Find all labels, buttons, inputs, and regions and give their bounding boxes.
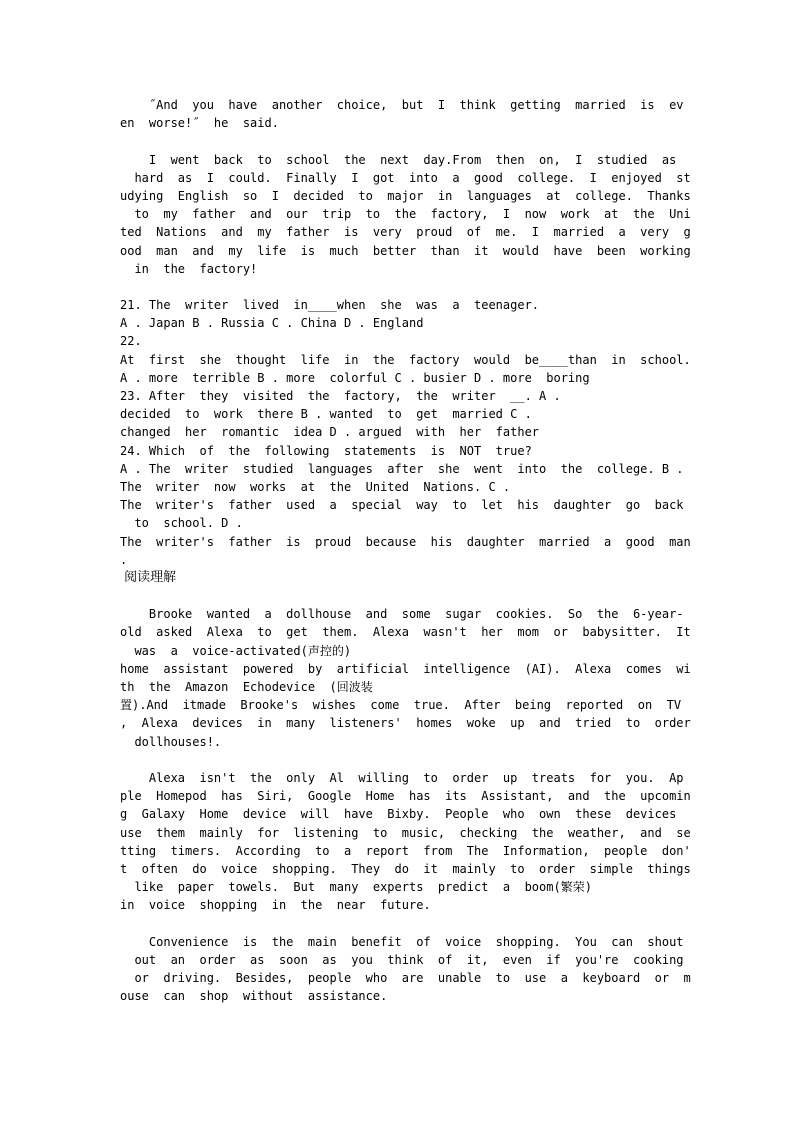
text-line: , Alexa devices in many listeners' homes woke up and tried to order xyxy=(120,716,691,731)
question-line: 21. The writer lived in____when she was a teenager. xyxy=(120,298,540,313)
text-line: ˝And you have another choice, but I think getting married is ev xyxy=(120,98,684,112)
question-line: A . The writer studied languages after she went into the college. B . xyxy=(120,461,684,476)
section-heading: 阅读理解 xyxy=(120,569,177,585)
question-line: The writer's father used a special way to let his daughter go back xyxy=(120,498,684,513)
paragraph-gap xyxy=(120,278,674,296)
text-line: old asked Alexa to get them. Alexa wasn't her mom or babysitter. It xyxy=(120,625,691,640)
question-line: 24. Which of the following statements is NOT true? xyxy=(120,443,532,458)
question-line: The writer's father is proud because his daughter married a good man xyxy=(120,534,691,549)
text-line: home assistant powered by artificial intelligence (AI). Alexa comes wi xyxy=(120,661,691,676)
text-line: in the factory! xyxy=(120,261,258,276)
text-line: g Galaxy Home device will have Bixby. People who own these devices xyxy=(120,807,677,822)
text-line: ted Nations and my father is very proud of me. I married a very g xyxy=(120,225,691,240)
paragraph xyxy=(120,769,691,915)
text-line: out an order as soon as you think of it, even if you're cooking xyxy=(120,952,684,967)
text-line: in voice shopping in the near future. xyxy=(120,898,431,913)
text-line: t often do voice shopping. They do it mainly to order simple things xyxy=(120,861,691,876)
text-line: Brooke wanted a dollhouse and some sugar cookies. So the 6-year- xyxy=(120,607,684,622)
paragraph-gap xyxy=(120,587,674,605)
question-line: changed her romantic idea D . argued with her father xyxy=(120,425,540,440)
question-block xyxy=(120,296,691,569)
paragraph xyxy=(120,605,691,751)
text-line: like paper towels. But many experts predict a boom(繁荣) xyxy=(120,880,592,895)
question-line: decided to work there B . wanted to get married C . xyxy=(120,407,532,422)
question-line: A . more terrible B . more colorful C . busier D . more boring xyxy=(120,370,590,385)
text-line: ouse can shop without assistance. xyxy=(120,989,388,1004)
paragraph-gap xyxy=(120,914,674,932)
text-line: Alexa isn't the only Al willing to order up treats for you. Ap xyxy=(120,770,684,785)
text-line: ood man and my life is much better than it would have been working xyxy=(120,243,691,258)
paragraph-gap xyxy=(120,751,674,769)
question-line: The writer now works at the United Nations. C . xyxy=(120,479,511,494)
paragraph xyxy=(120,933,691,1006)
paragraph-gap xyxy=(120,132,674,150)
question-line: A . Japan B . Russia C . China D . England xyxy=(120,316,424,331)
text-line: th the Amazon Echodevice (回波装 xyxy=(120,680,373,694)
question-line: 22. xyxy=(120,334,142,349)
question-line: At first she thought life in the factory would be____than in school. xyxy=(120,352,691,367)
text-line: I went back to school the next day.From then on, I studied as xyxy=(120,152,677,167)
question-line: . xyxy=(120,552,128,567)
document-body xyxy=(120,96,691,1005)
text-line: Convenience is the main benefit of voice shopping. You can shout xyxy=(120,934,684,949)
question-line: to school. D . xyxy=(120,516,243,531)
text-line: or driving. Besides, people who are unable to use a keyboard or m xyxy=(120,971,691,985)
paragraph xyxy=(120,151,691,278)
question-line: 23. After they visited the factory, the writer __. A . xyxy=(120,389,561,403)
text-line: udying English so I decided to major in languages at college. Thanks xyxy=(120,188,691,203)
text-line: tting timers. According to a report from The Information, people don' xyxy=(120,843,691,858)
text-line: ple Homepod has Siri, Google Home has its Assistant, and the upcomin xyxy=(120,789,691,804)
text-line: en worse!˝ he said. xyxy=(120,116,279,131)
text-line: 置).And itmade Brooke's wishes come true. After being reported on TV xyxy=(120,698,682,713)
text-line: was a voice-activated(声控的) xyxy=(120,643,352,658)
text-line: dollhouses!. xyxy=(120,734,222,749)
text-line: hard as I could. Finally I got into a good college. I enjoyed st xyxy=(120,170,691,185)
paragraph xyxy=(120,96,684,132)
text-line: use them mainly for listening to music, checking the weather, and se xyxy=(120,825,691,840)
text-line: to my father and our trip to the factory, I now work at the Uni xyxy=(120,207,691,222)
